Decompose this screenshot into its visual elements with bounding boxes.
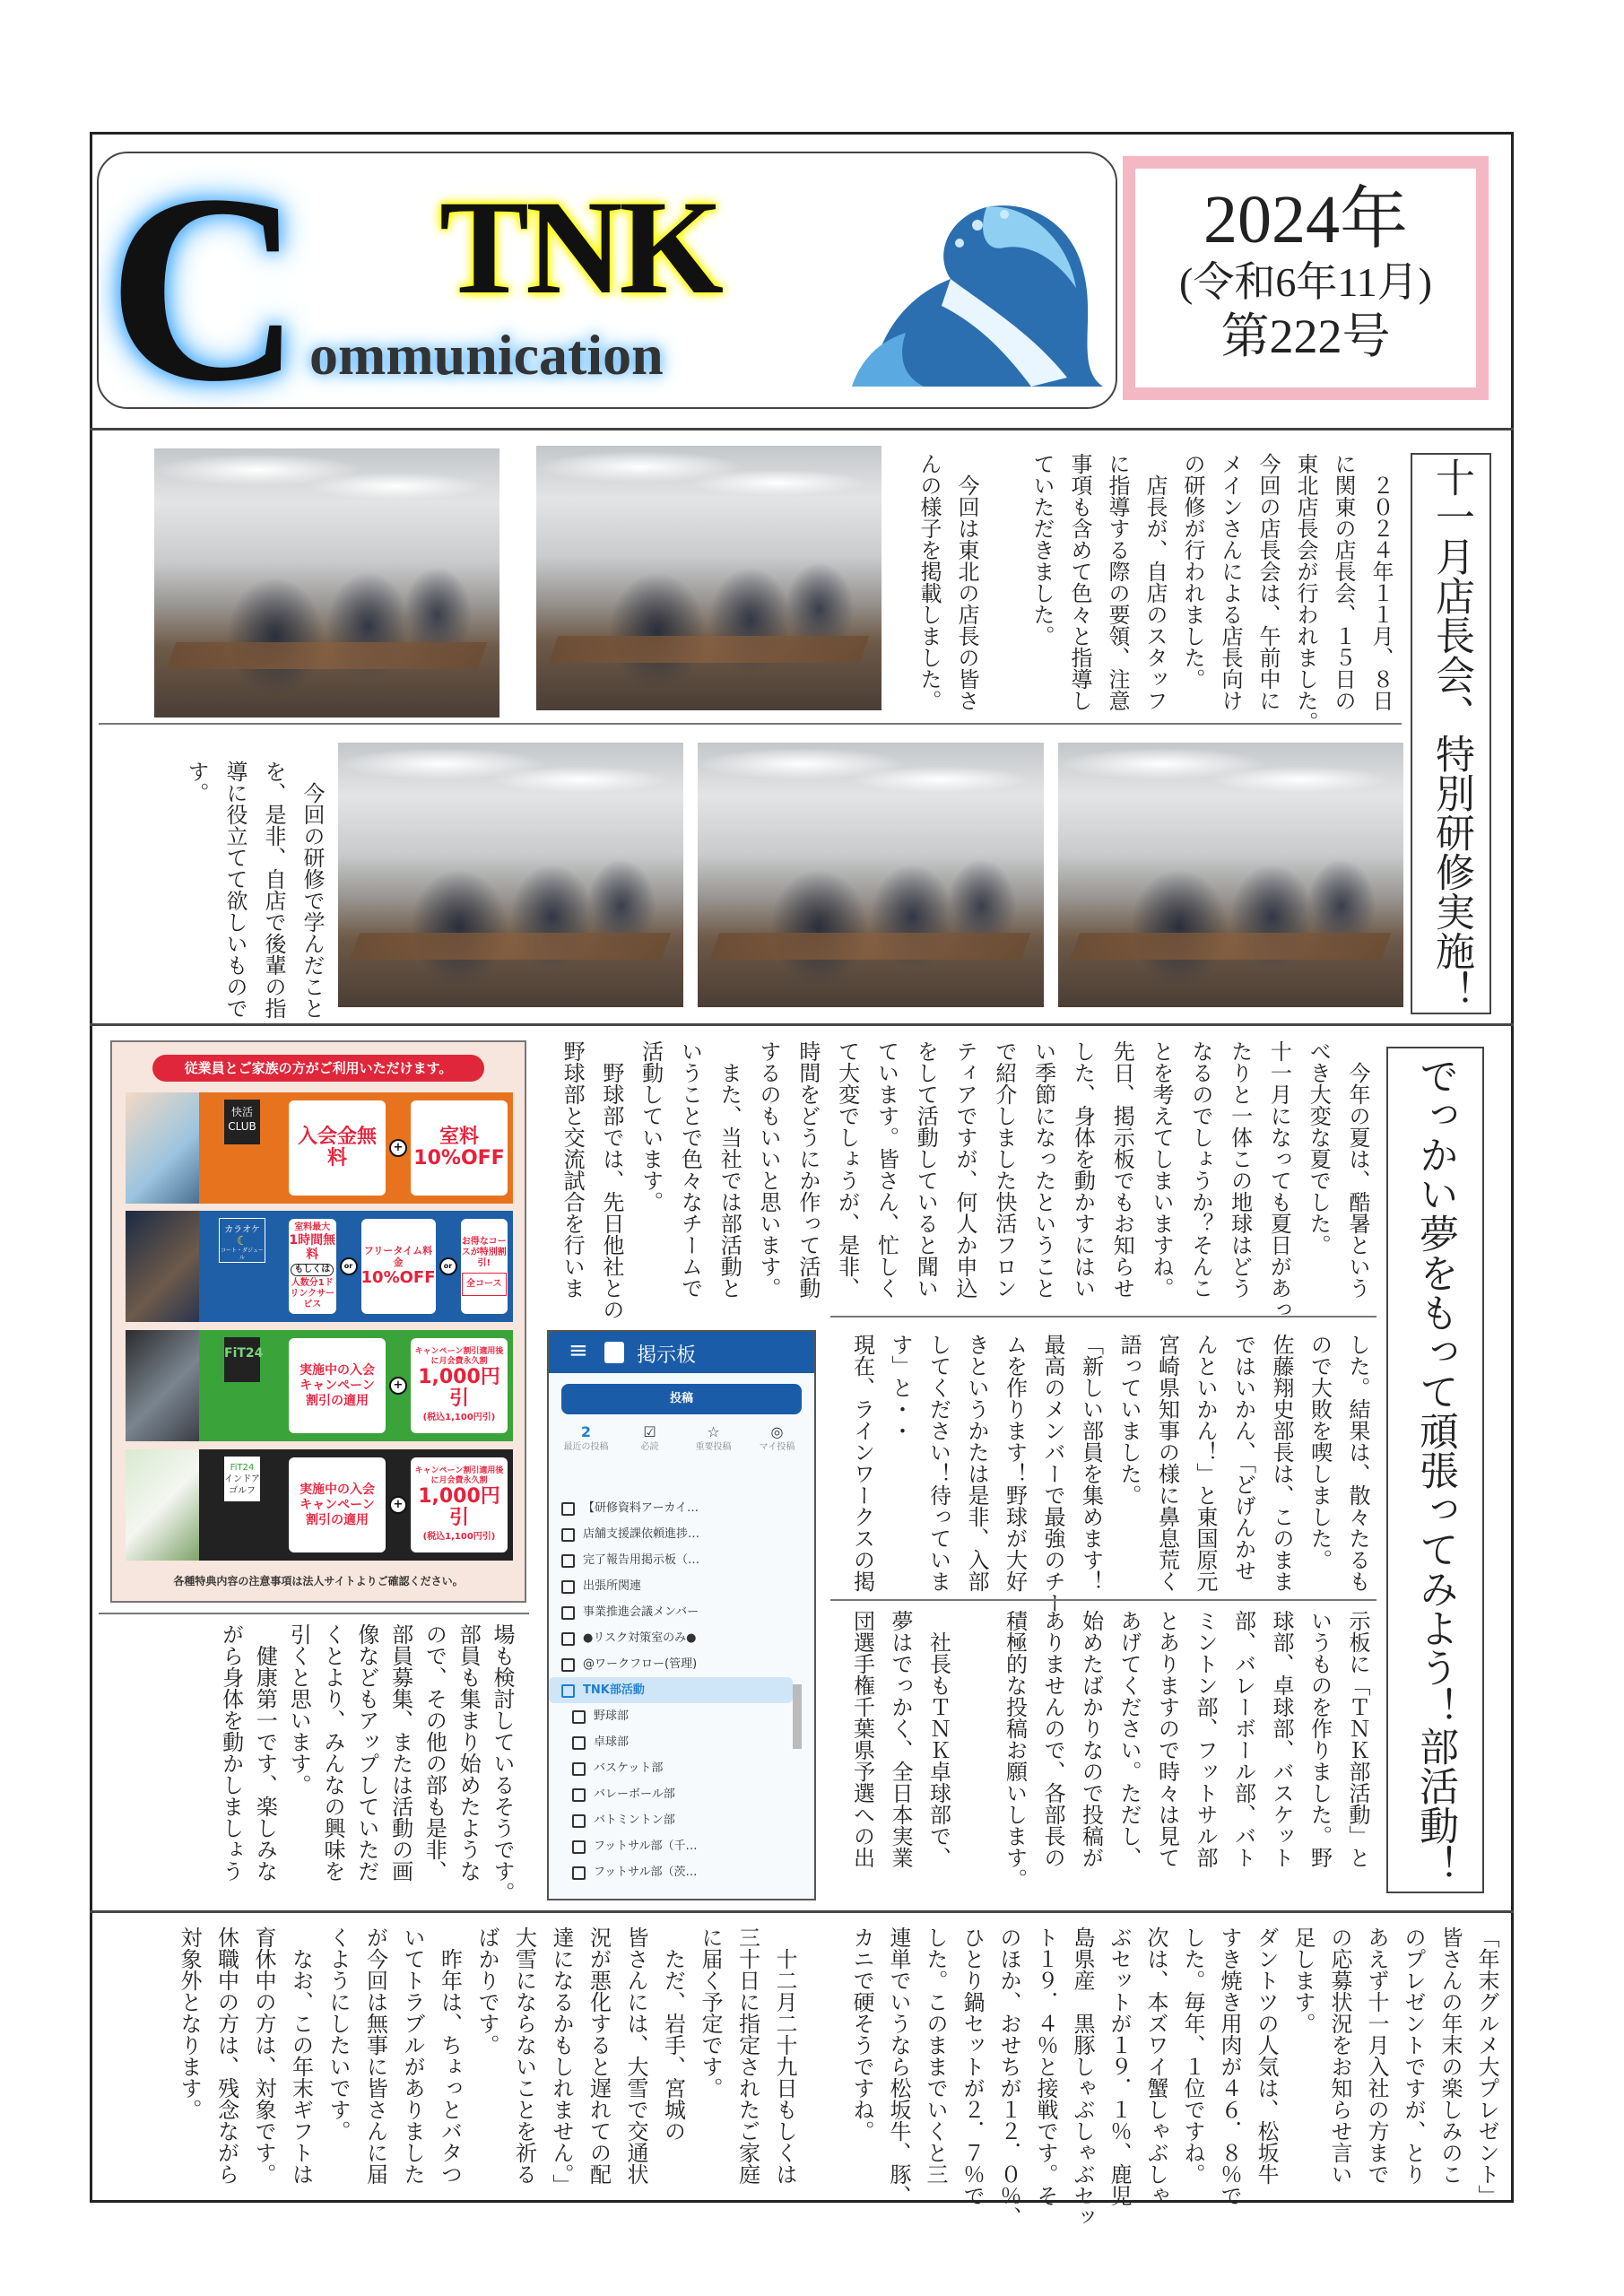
board-item-label: 【研修資料アーカイ… [583,1501,699,1515]
board-item-label: バトミントン部 [594,1813,675,1827]
text-line: 対象外となります。 [177,1926,202,2120]
text-line: 「新しい部員を集めます！ [1078,1334,1104,1592]
article1-divider [99,723,1402,725]
board-item-label: 卓球部 [594,1735,630,1749]
ad-banner: 従業員とご家族の方がご利用いただけます。 [152,1055,484,1082]
issue-number: 第222号 [1220,309,1391,363]
karaoke-logo [199,1211,289,1322]
offer-text: 入会金無料 [297,1126,377,1170]
or-icon: or [439,1257,457,1275]
tab-must-read[interactable] [618,1423,682,1486]
board-item-label: 店舗支援課依頼進捗… [583,1527,700,1541]
text-line: 東北店長会が行われました。 [1293,453,1318,733]
article2-body-d [213,1623,518,1903]
text-line: 夢はでっかく、全日本実業 [888,1610,913,1868]
logo-tnk: TNK [439,173,721,322]
text-line: 十一月になっても夏日があっ [1266,1040,1292,1320]
offer-text: 10%OFF [360,1268,436,1287]
golf-logo [199,1449,289,1561]
text-line: 今回の店長会は、午前中に [1255,453,1281,711]
logo-letter-c: C [108,152,302,409]
text-line: て大変でしょうが、是非、 [834,1040,860,1299]
article2-divider-b [830,1599,1376,1601]
kaikatsu-offer-1 [289,1100,386,1196]
article1-body [910,453,1400,733]
offer-text: キャンペーン割引適用後に月会費永久割 [414,1465,504,1485]
text-line: 今回は東北の店長の皆さ [954,453,979,711]
text-line: 皆さんには、大雪で交通状 [623,1926,648,2185]
text-line: 語っていました。 [1116,1334,1142,1506]
text-line: 像などもアップしていただ [353,1623,379,1882]
tab-my-posts[interactable] [745,1423,809,1486]
tab-label: 最近の投稿 [563,1442,609,1452]
section-divider-2 [90,1910,1514,1913]
karaoke-logo-sub: コート・ダジュール [221,1248,264,1261]
document-icon [572,1840,586,1854]
ad-photo-kaikatsu [126,1092,199,1204]
plus-icon: + [389,1377,407,1395]
text-line: 達になるかもしれません。」 [549,1926,574,2196]
text-line: 部、バレーボール部、バト [1230,1610,1256,1868]
golf-logo-top: FiT24 [230,1463,255,1473]
offer-text: もしくは [291,1264,334,1276]
text-line: ばかりです。 [474,1926,499,2056]
document-icon [572,1814,586,1828]
document-icon [572,1788,586,1802]
issue-date-box [1123,156,1489,400]
document-icon [561,1528,575,1542]
text-line: くようにしたいです。 [326,1926,351,2142]
document-icon [572,1762,586,1776]
text-line: 最高のメンバーで最強のチー [1040,1334,1065,1613]
checkbox-icon: ☑ [643,1423,656,1440]
board-tabs [554,1423,809,1486]
star-icon: ☆ [707,1423,720,1440]
board-header [549,1332,814,1373]
text-line: 現在、ラインワークスの掲 [849,1334,875,1592]
board-title: 掲示板 [637,1344,697,1367]
text-line: 況が悪化すると遅れての配 [586,1926,612,2185]
article2-body-b [843,1334,1376,1613]
scrollbar-thumb[interactable] [793,1684,802,1749]
document-icon [561,1632,575,1646]
board-subitem[interactable] [549,1807,814,1833]
text-line: あえず十一月入社の方まで [1364,1926,1389,2185]
fit24-offer-1 [289,1338,386,1433]
gift-article-left [170,1926,803,2196]
kaikatsu-logo-top: 快活 [230,1106,253,1118]
text-line: ２０２４年１１月、８日 [1368,453,1394,711]
text-line: 野球部と交流試合を行いま [560,1040,586,1299]
text-line: すき焼き用肉が４６．８％で [1217,1926,1242,2206]
text-line: が今回は無事に皆さんに届 [362,1926,388,2185]
text-line: 社長もＴＮＫ卓球部で、 [925,1610,951,1868]
text-line: で紹介しました快活フロン [991,1040,1017,1299]
issue-year: 2024年 [1203,182,1408,257]
text-line: ひとり鍋セットが２．７％で [960,1926,985,2206]
text-line [958,1610,996,1888]
golf-offer-2 [411,1457,508,1552]
tab-label: 重要投稿 [695,1442,732,1452]
board-item-label: ●リスク対策室のみ● [583,1631,697,1645]
section-divider-1 [90,1023,1514,1026]
document-icon [561,1606,575,1620]
text-line: とを考えてしまいますね。 [1149,1040,1175,1299]
text-line: するのもいいと思います。 [756,1040,782,1299]
board-item-label: TNK部活動 [583,1683,645,1697]
text-line: 宮崎県知事の様に鼻息荒く [1154,1334,1180,1592]
karaoke-offer-2 [361,1219,436,1314]
board-subitem[interactable] [549,1833,814,1859]
board-item-selected[interactable] [549,1677,793,1703]
text-line: 先日、掲示板でもお知らせ [1109,1040,1135,1299]
text-line: 育休中の方は、対象です。 [251,1926,276,2185]
text-line: 時間をどうにか作って活動 [795,1040,821,1299]
article1-body-2 [177,761,331,1019]
text-line: 足します。 [1290,1926,1316,2034]
ad-photo-golf [126,1449,199,1561]
text-line: 「年末グルメ大プレゼント」 [1474,1926,1499,2206]
board-item-label: 出張所関連 [583,1579,642,1593]
text-line: 示板に「ＴＮＫ部活動」と [1345,1610,1370,1868]
tab-recent[interactable] [554,1423,618,1486]
offer-text: キャンペーン割引適用後に月会費永久割 [414,1346,504,1366]
text-line: ので、その他の部も是非、 [421,1623,447,1882]
text-line: した。結果は、散々たるも [1345,1334,1370,1592]
golf-logo-bottom: インドアゴルフ [224,1474,260,1496]
offer-text: 全コース [462,1273,507,1296]
board-item[interactable] [549,1573,814,1599]
text-line: した、身体を動かすにはい [1070,1040,1096,1299]
text-line: 今年の夏は、酷暑という [1345,1040,1370,1299]
text-line: あげてください。ただし、 [1116,1610,1142,1868]
header-divider [90,428,1514,430]
text-line: ています。皆さん、忙しく [873,1040,899,1299]
text-line: 積極的な投稿お願いします。 [1002,1610,1028,1890]
moon-icon: ☾ [236,1234,248,1248]
board-item[interactable] [549,1651,814,1677]
tab-label: マイ投稿 [759,1442,795,1452]
text-line: 佐藤翔史部長は、このまま [1269,1334,1294,1592]
tab-important[interactable] [682,1423,745,1486]
board-subitem[interactable] [549,1729,814,1755]
gift-article-right [843,1926,1505,2228]
text-line: ムを作ります！野球が大好 [1002,1334,1028,1592]
text-line: ミントン部、フットサル部 [1193,1610,1218,1868]
offer-text: 1,000円引 [418,1365,500,1410]
masthead-logo [97,152,1117,409]
ad-photo-karaoke [126,1211,199,1322]
text-line: ただ、岩手、宮城の [660,1926,686,2142]
photo-meeting-4 [698,743,1044,1007]
article2-headline: でっかい夢をもって頑張ってみよう！部活動！ [1386,1047,1484,1893]
text-line: した。毎年、１位ですね。 [1180,1926,1205,2185]
text-line: ありませんので、各部長の [1040,1610,1065,1868]
offer-text: 10%OFF [413,1147,505,1170]
photo-meeting-5 [1058,743,1403,1007]
text-line: を、是非、自店で後輩の指 [261,761,286,1019]
text-line: ではいかん、「どげんかせ [1230,1334,1256,1581]
offer-text: 実施中の入会キャンペーン割引の適用 [300,1362,375,1408]
offer-text: 実施中の入会キャンペーン割引の適用 [300,1482,375,1527]
text-line: に指導する際の要領、注意 [1105,453,1130,711]
chat-icon: ◎ [770,1423,784,1440]
offer-text: フリータイム料金 [363,1245,433,1268]
text-line: してください！待っていま [925,1334,951,1592]
board-subitem[interactable] [549,1703,814,1729]
text-line: ティアですが、何人か申込 [952,1040,978,1299]
ad-row-karaoke [126,1211,513,1322]
board-item-label: @ワークフロー(管理) [583,1657,698,1671]
text-line: 団選手権千葉県予選への出 [849,1610,875,1868]
offer-text: 人数分1ドリンクサービス [290,1278,335,1309]
text-line: んといかん！」と東国原元 [1193,1334,1218,1592]
text-line: 連単でいうなら松坂牛、豚、 [886,1926,911,2206]
text-line: した。このままでいくと三 [923,1926,948,2185]
fit24-offer-2 [411,1338,508,1433]
text-line: また、当社では部活動と [716,1040,743,1299]
text-line: いうことで色々なチームで [677,1040,703,1299]
article2-divider-a [830,1316,1376,1318]
text-line: 健康第一です、楽しみな [252,1623,278,1882]
board-item-label: バスケット部 [594,1761,664,1775]
karaoke-offer-3 [461,1219,508,1314]
text-line: 部員も集まり始めたような [456,1623,482,1882]
article2-body-c [843,1610,1376,1888]
article2-divider-c [99,1613,529,1614]
text-line: 部員募集、または活動の画 [387,1623,413,1882]
text-line: 導に役立てて欲しいもので [222,761,248,1019]
document-icon [561,1502,575,1516]
text-line: す」と・・ [888,1334,913,1441]
issue-era: (令和6年11月) [1179,259,1432,305]
ad-row-kaikatsu [126,1092,513,1204]
offer-text: 1時間無料 [289,1233,336,1262]
text-line: 今回の研修で学んだこと [300,761,325,1019]
board-list [549,1495,814,1885]
tab-label: 必読 [640,1442,659,1452]
offer-text: 1,000円引 [418,1484,500,1529]
board-item[interactable] [549,1495,814,1521]
board-subitem[interactable] [549,1781,814,1807]
board-item[interactable] [549,1521,814,1547]
board-item[interactable] [549,1599,814,1625]
board-item-label: バレーボール部 [594,1787,675,1801]
board-item[interactable] [549,1625,814,1651]
text-line: す。 [184,761,209,804]
text-line: 野球部では、先日他社との [598,1040,624,1320]
karaoke-logo-text: カラオケ [224,1225,260,1235]
text-line: 皆さんの年末の楽しみのこ [1437,1926,1463,2185]
photo-meeting-2 [536,446,881,710]
text-line: 三十日に指定されたご家庭 [734,1926,760,2185]
text-line: の研修が行われました。 [1180,453,1205,690]
board-subitem[interactable] [549,1755,814,1781]
text-line: メインさんによる店長向け [1218,453,1243,711]
ad-footer-note: 各種特典内容の注意事項は法人サイトよりご確認ください。 [173,1575,464,1587]
text-line: カニで硬そうですね。 [849,1926,874,2142]
text-line: ダントツの人気は、松坂牛 [1254,1926,1279,2185]
text-line: 店長が、自店のスタッフ [1142,453,1168,711]
board-item-label: フットサル部（千… [594,1839,698,1853]
text-line: いうものを作りました。野 [1307,1610,1333,1868]
board-subitem[interactable] [549,1859,814,1885]
text-line [986,453,1023,718]
kaikatsu-logo [199,1092,289,1204]
wave-icon [852,198,1112,387]
text-line: たりと一体この地球はどう [1227,1040,1253,1299]
text-line: 休職中の方は、残念ながら [213,1926,239,2185]
plus-icon: + [389,1139,407,1157]
offer-text: (税込1,100円引) [422,1531,496,1542]
kaikatsu-offer-2 [411,1100,508,1196]
text-line: ぶセットが１９．１％、鹿児 [1107,1926,1132,2206]
ad-photo-fit24 [126,1330,199,1441]
plus-icon: + [389,1496,407,1514]
text-line: 引くと思います。 [286,1623,312,1796]
golf-offer-1 [289,1457,386,1552]
board-item-label: 野球部 [594,1709,630,1723]
photo-meeting-3 [338,743,683,1007]
board-item-label: 事業推進会議メンバー [583,1605,699,1619]
text-line: い季節になったということ [1030,1040,1056,1299]
text-line: 島県産 黒豚しゃぶしゃぶセッ [1070,1926,1095,2228]
board-item-label: 完了報告用掲示板（… [583,1553,700,1567]
text-line: 活動しています。 [638,1040,664,1213]
bulletin-board-screenshot [547,1330,816,1900]
kaikatsu-logo-bottom: CLUB [228,1120,256,1133]
offer-text: (税込1,100円引) [422,1412,496,1422]
document-icon [561,1684,575,1698]
text-line: 昨年は、ちょっとバタつ [437,1926,463,2185]
text-line: の応募状況をお知らせ言い [1327,1926,1352,2185]
post-button[interactable]: 投稿 [561,1384,802,1414]
document-icon [561,1580,575,1594]
text-line: 球部、卓球部、バスケット [1269,1610,1294,1868]
ad-row-golf [126,1449,513,1561]
or-icon: or [340,1257,358,1275]
board-item-label: フットサル部（茨… [594,1866,698,1879]
karaoke-offer-1 [289,1219,336,1314]
text-line: 事項も含めて色々と指導し [1067,453,1092,711]
text-line: のほか、おせちが１２．０％、 [996,1926,1021,2228]
article1-headline: 十一月店長会、特別研修実施！ [1411,453,1491,1014]
text-line: きというかたは是非、入部 [964,1334,989,1592]
fit24-logo-text: FiT24 [224,1337,260,1382]
document-icon [561,1554,575,1568]
menu-icon[interactable]: ≡ [569,1337,588,1364]
text-line: なお、この年末ギフトは [288,1926,314,2185]
board-item[interactable] [549,1547,814,1573]
text-line: 十二月二十九日もしくは [772,1926,797,2185]
article2-body-a [551,1040,1376,1320]
text-line: べき大変な夏でした。 [1306,1040,1332,1256]
document-icon [572,1710,586,1724]
document-icon [572,1736,586,1750]
employee-benefits-ad [110,1040,526,1603]
ad-row-fit24 [126,1330,513,1441]
offer-text: 室料 [439,1126,479,1148]
recent-count: 2 [580,1423,592,1440]
text-line: 大雪にならないことを祈る [511,1926,537,2185]
document-icon [572,1866,586,1880]
text-line: 始めたばかりなので投稿が [1078,1610,1104,1868]
text-line: いてトラブルがありました [400,1926,425,2185]
board-doc-icon [604,1342,624,1363]
logo-communication: ommunication [309,323,664,387]
text-line: ていただきました。 [1029,453,1055,647]
text-line: んの様子を掲載しました。 [916,453,942,711]
fit24-logo [199,1330,289,1441]
text-line: に関東の店長会、１５日の [1331,453,1356,711]
text-line: 場も検討しているそうです。 [490,1623,515,1903]
text-line: ト１９．４％と接戦です。そ [1033,1926,1058,2206]
text-line: 次は、本ズワイ蟹しゃぶしゃ [1143,1926,1168,2206]
text-line: なるのでしょうか？そんこ [1187,1040,1213,1299]
text-line: をして活動していると聞い [913,1040,939,1299]
text-line: に届く予定です。 [698,1926,723,2099]
text-line: ので大敗を喫しました。 [1307,1334,1333,1570]
document-icon [561,1658,575,1672]
offer-text: 室料最大 [294,1222,331,1232]
text-line: がら身体を動かしましょう [218,1623,244,1882]
photo-meeting-1 [154,448,499,718]
text-line: とありますので時々は見て [1154,1610,1180,1868]
text-line: のプレゼントですが、とり [1401,1926,1426,2185]
text-line: くとより、みんなの興味を [320,1623,346,1882]
offer-text: お得なコースが特別割引! [461,1237,507,1268]
